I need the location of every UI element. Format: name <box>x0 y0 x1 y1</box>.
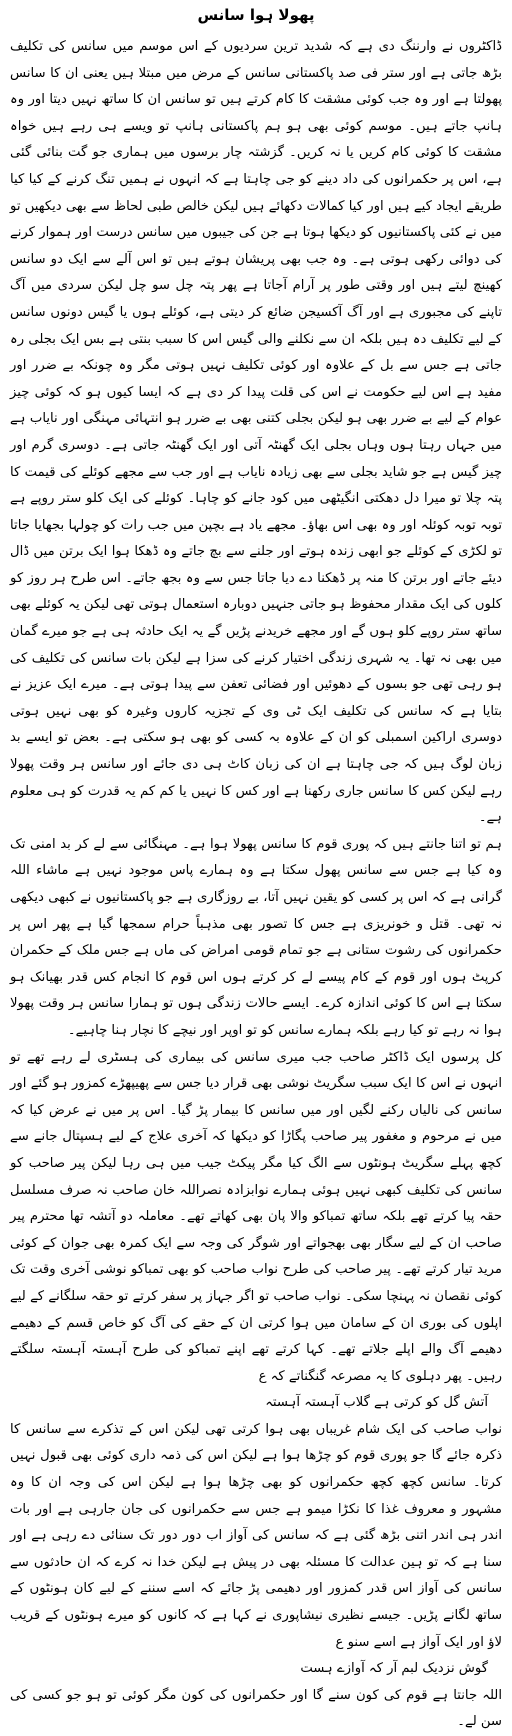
article-final-line: اللہ جانتا ہے قوم کی کون سنے گا اور حکمرانوں کی کون مگر کوئی تو ہو جو کسی کی سن لے۔ <box>10 1687 502 1730</box>
article-paragraph-4: نواب صاحب کی ایک شام غریباں بھی ہوا کرتی تھی لیکن اس کے تذکرے سے سانس کا ذکرہ جائے گا جو پوری قوم کو چڑھا ہوا ہے لیکن اس کی ذمہ داری کوئی بھی قبول نہیں کرتا۔ سانس کچھ کچھ حکمرانوں کو بھی چڑھا ہوا ہے لیکن اس کی وجہ ان کا وہ مشہور و معروف غذا کا نکڑا میمو ہے جس سے حکمرانوں کی جان جارہی ہے اور بات اندر ہی اندر اتنی بڑھ گئی ہے کہ سانس کی آواز اب دور دور تک سنائی دے رہی ہے اور سنا ہے کہ تو ہین عدالت کا مسئلہ بھی در پیش ہے لیکن خدا نہ کرے کہ ان حادثوں سے سانس کی آواز اس قدر کمزور اور دھیمی پڑ جائے کہ اسے سننے کے لیے کان ہونٹوں کے ساتھ لگانے پڑیں۔ جیسے نظیری نیشاپوری نے کہا ہے کہ کانوں کو میرے ہونٹوں کے قریب لاؤ اور ایک آواز ہے اسے سنو ع <box>10 1421 502 1650</box>
article-paragraph-1: ڈاکٹروں نے وارننگ دی ہے کہ شدید ترین سردیوں کے اس موسم میں سانس کی تکلیف بڑھ جاتی ہے اور ستر فی صد پاکستانی سانس کے مرض میں مبتلا ہیں یعنی ان کا سانس پھولتا ہے اور وہ جب کوئی مشقت کا کام کرتے ہیں تو سانس ان کا ساتھ نہیں دیتا اور وہ ہانپ جاتے ہیں۔ موسم کوئی بھی ہو ہم پاکستانی ہانپ تو ویسے ہی رہے ہیں خواہ مشقت کا کوئی کام کریں یا نہ کریں۔ گزشتہ چار برسوں میں ہماری جو گت بنائی گئی ہے، اس پر حکمرانوں کی داد دینے کو جی چاہتا ہے کہ انہوں نے ہمیں تنگ کرنے کے کیا کیا طریقے ایجاد کیے ہیں اور کیا کمالات دکھائے ہیں لیکن خالص طبی لحاظ سے بھی دیکھیں تو میں نے کئی پاکستانیوں کو دیکھا ہوتا ہے جن کی جیبوں میں سانس درست اور ہموار کرنے کی دوائی رکھی ہوتی ہے۔ وہ جب بھی پریشان ہوتے ہیں تو اس آلے سے ایک دو سانس کھینچ لیتے ہیں اور وقتی طور پر آرام آجاتا ہے پھر پتہ چل سو چل لیکن سردی میں آگ تاپنے کی مجبوری ہے اور آگ آکسیجن ضائع کر دیتی ہے، کوئلے ہوں یا گیس دونوں سانس کے لیے تکلیف دہ ہیں بلکہ ان سے نکلنے والی گیس اس کا سبب بنتی ہے بس ایک بجلی رہ جاتی ہے جس سے بل کے علاوہ اور کوئی تکلیف نہیں ہوتی مگر وہ چونکہ بے ضرر اور مفید ہے اس لیے حکومت نے اس کی قلت پیدا کر دی ہے کہ ایسا کیوں ہو کہ کوئی چیز عوام کے لیے بے ضرر بھی ہو لیکن بجلی کتنی بھی بے ضرر ہو انتہائی مہنگی اور نایاب ہے میں جہاں رہتا ہوں وہاں بجلی ایک گھنٹہ آتی اور ایک گھنٹہ جاتی ہے۔ دوسری گرم اور چیز گیس ہے جو شاید بجلی سے بھی زیادہ نایاب ہے اور جب سے مجھے کوئلے کی قیمت کا پتہ چلا تو میرا دل دھکتی انگیٹھی میں کود جانے کو چاہا۔ کوئلے کی ایک کلو ستر روپے ہے توبہ توبہ کوئلہ اور وہ بھی اس بھاؤ۔ مجھے یاد ہے بچپن میں جب رات کو چولہا بجھایا جاتا تو لکڑی کے کوئلے جو ابھی زندہ ہوتے اور جلنے سے بچ جاتے وہ ڈھکا ہوا ایک برتن میں ڈال دیئے جاتے اور برتن کا منہ پر ڈھکنا دے دیا جاتا جس سے وہ بجھ جاتے۔ اس طرح ہر روز کو کلوں کی ایک مقدار محفوظ ہو جاتی جنہیں دوبارہ استعمال ہوتی تھی لیکن یہ کوئلے بھی ساتھ ستر روپے کلو ہوں گے اور مجھے خریدنے پڑیں گے یہ ایک حادثہ ہی ہے جو میرے گمان میں بھی نہ تھا۔ یہ شہری زندگی اختیار کرنے کی سزا ہے لیکن بات سانس کی تکلیف کی ہو رہی تھی جو بسوں کے دھوئیں اور فضائی تعفن سے پیدا ہوتی ہے۔ میرے ایک عزیز نے بتایا ہے کہ سانس کی تکلیف ایک ٹی وی کے تجزیہ کاروں وغیرہ کو بھی نہیں ہوتی دوسری اراکین اسمبلی کو ان کے علاوہ بہ کسی کو بھی ہو سکتی ہے۔ بعض تو ایسے بد زبان لوگ ہیں کہ جی چاہتا ہے ان کی زبان کاٹ ہی دی جائے اور سانس ہر وقت پھولا رہے لیکن کس کا سانس جاری رکھنا ہے اور کس کا نہیں یا کم کم یہ قدرت کو ہی معلوم ہے۔ <box>10 39 502 826</box>
article-paragraph-2: ہم تو اتنا جانتے ہیں کہ پوری قوم کا سانس پھولا ہوا ہے۔ مہنگائی سے لے کر بد امنی تک وہ کیا ہے جس سے سانس پھول سکتا ہے وہ ہمارے پاس موجود نہیں ہے ماشاء اللہ گرانی ہے کہ اس پر کسی کو یقین نہیں آتا، بے روزگاری ہے جو پاکستانیوں نے کبھی دیکھی نہ تھی۔ قتل و خونریزی ہے جس کا تصور بھی مذہباً حرام سمجھا گیا ہے پھر اس پر حکمرانوں کی رشوت ستانی ہے جو تمام قومی امراض کی ماں ہے جس ملک کے حکمران کرپٹ ہوں اور قوم کے کام پیسے لے کر کرتے ہوں اس قوم کا انجام کس قدر بھیانک ہو سکتا ہے اس کا کوئی اندازہ کرے۔ ایسے حالات زندگی ہوں تو ہمارا سانس ہر وقت پھولا ہوا نہ رہے تو کیا رہے بلکہ ہمارے سانس کو تو اوپر اور نیچے کا نچار ہنا چاہیے۔ <box>10 836 502 1038</box>
verse-line-1: آتش گل کو کرتی ہے گلاب آہستہ آہستہ <box>265 1395 488 1411</box>
verse-line-2: گوش نزدیک لبم آر کہ آوازے ہست <box>300 1661 488 1677</box>
article-body <box>10 34 502 1736</box>
article-title: پھولا ہوا سانس <box>197 6 315 24</box>
article-paragraph-3: کل پرسوں ایک ڈاکٹر صاحب جب میری سانس کی بیماری کی ہسٹری لے رہے تھے تو انہوں نے اس کا ایک سبب سگریٹ نوشی بھی قرار دیا جس سے پھیپھڑے کمزور ہو گئے اور سانس کی نالیاں رکنے لگیں اور میں سانس کا بیمار پڑ گیا۔ اس پر میں نے عرض کیا کہ میں نے مرحوم و مغفور پیر صاحب پگاڑا کو دیکھا کہ آخری علاج کے لیے ہسپتال جانے سے کچھ پہلے سگریٹ ہونٹوں سے الگ کیا مگر پیکٹ جیب میں ہی رہا لیکن پیر صاحب کو سانس کی تکلیف کبھی نہیں ہوئی ہمارے نوابزادہ نصراللہ خان صاحب نہ صرف مسلسل حقہ پیا کرتے تھے بلکہ ساتھ تمباکو والا پان بھی کھاتے تھے۔ معاملہ دو آتشہ تھا محترم پیر صاحب ان کے لیے سگار بھی بھجواتے اور شوگر کی وجہ سے ایک کمرہ بھی جوان کے کوئی مرید تیار کرتے تھے۔ پیر صاحب کی طرح نواب صاحب کو بھی تمباکو نوشی آخری وقت تک کوئی نقصان نہ پہنچا سکی۔ نواب صاحب تو اگر جہاز پر سفر کرتے تو حقہ سلگانے کے لیے اپلوں کی بوری ان کے سامان میں ہوا کرتی ان کے حقے کی آگ کو خاص قسم کے دھیمے دھیمے آگ والے اپلے جلاتے تھے۔ کہا کرتے تھے اپنے تمباکو کی طرح آہستہ آہستہ سلگتے رہیں۔ پھر دہلوی کا یہ مصرعہ گنگناتے کہ ع <box>10 1049 502 1384</box>
